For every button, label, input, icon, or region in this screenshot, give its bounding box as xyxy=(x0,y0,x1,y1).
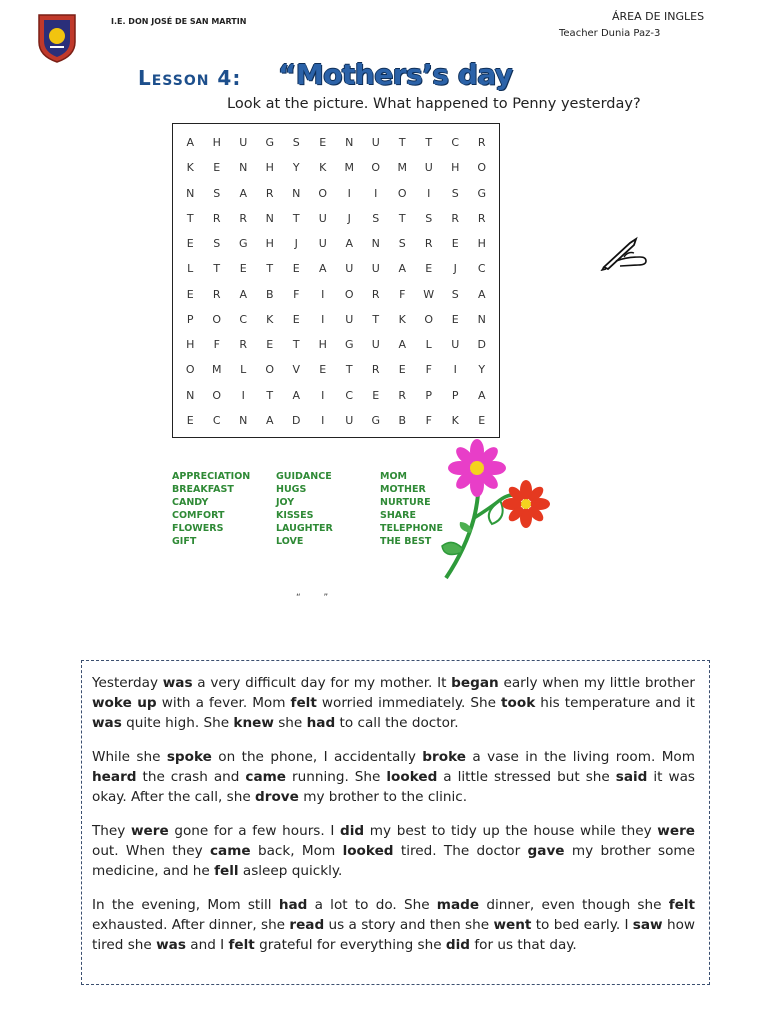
grid-cell: U xyxy=(345,413,354,427)
grid-cell: O xyxy=(344,287,354,301)
grid-cell: U xyxy=(371,338,380,352)
word-list-item: APPRECIATION xyxy=(172,471,251,482)
grid-cell: E xyxy=(425,262,433,276)
past-tense-verb: came xyxy=(245,769,287,785)
grid-cell: F xyxy=(213,338,220,352)
past-tense-verb: were xyxy=(657,823,695,839)
past-tense-verb: felt xyxy=(668,897,695,913)
grid-cell: U xyxy=(371,136,380,150)
grid-cell: G xyxy=(371,413,381,427)
grid-cell: O xyxy=(212,312,222,326)
school-crest-icon xyxy=(36,12,78,64)
word-list-item: BREAKFAST xyxy=(172,484,234,495)
grid-cell: T xyxy=(425,136,433,150)
past-tense-verb: gave xyxy=(527,843,565,859)
grid-cell: L xyxy=(240,363,247,377)
grid-cell: L xyxy=(425,338,432,352)
grid-cell: T xyxy=(372,312,380,326)
grid-cell: I xyxy=(321,413,325,427)
grid-cell: I xyxy=(427,186,431,200)
grid-cell: Y xyxy=(292,161,300,175)
story-text: to call the doctor. xyxy=(335,715,459,731)
grid-cell: I xyxy=(321,312,325,326)
grid-cell: R xyxy=(451,211,460,225)
past-tense-verb: felt xyxy=(290,695,317,711)
word-list-item: COMFORT xyxy=(172,510,225,521)
grid-cell: E xyxy=(451,237,459,251)
grid-cell: I xyxy=(321,287,325,301)
story-text: asleep quickly. xyxy=(238,863,343,879)
grid-cell: O xyxy=(212,388,222,402)
grid-cell: R xyxy=(371,363,380,377)
story-text: and I xyxy=(185,937,229,953)
grid-cell: E xyxy=(372,388,380,402)
grid-cell: O xyxy=(265,363,275,377)
grid-cell: D xyxy=(477,338,486,352)
grid-cell: R xyxy=(212,211,221,225)
grid-cell: A xyxy=(265,413,274,427)
grid-cell: F xyxy=(425,413,432,427)
grid-cell: R xyxy=(477,136,486,150)
past-tense-verb: had xyxy=(306,715,336,731)
word-list-column-2 xyxy=(276,470,333,548)
grid-cell: T xyxy=(266,388,274,402)
grid-cell: A xyxy=(477,287,486,301)
grid-cell: A xyxy=(318,262,327,276)
grid-cell: I xyxy=(321,388,325,402)
grid-cell: R xyxy=(424,237,433,251)
past-tense-verb: woke up xyxy=(92,695,157,711)
grid-cell: N xyxy=(371,237,380,251)
story-text: my brother some medicine, and he xyxy=(92,843,695,879)
grid-cell: G xyxy=(477,186,487,200)
story-text: Yesterday xyxy=(92,675,163,691)
grid-cell: K xyxy=(266,312,274,326)
story-text: my best to tidy up the house while they xyxy=(364,823,658,839)
grid-cell: A xyxy=(292,388,301,402)
grid-cell: E xyxy=(266,338,274,352)
grid-cell: E xyxy=(186,237,194,251)
past-tense-verb: went xyxy=(493,917,532,933)
grid-cell: O xyxy=(424,312,434,326)
grid-cell: T xyxy=(398,211,406,225)
word-list-item: HUGS xyxy=(276,484,307,495)
story-paragraph xyxy=(92,821,695,881)
grid-cell: N xyxy=(186,186,195,200)
past-tense-verb: did xyxy=(445,937,471,953)
word-list-item: THE BEST xyxy=(380,536,432,547)
grid-cell: H xyxy=(212,136,221,150)
grid-cell: T xyxy=(292,211,300,225)
lesson-label: Lesson 4: xyxy=(138,66,242,90)
story-text: us a story and then she xyxy=(324,917,494,933)
past-tense-verb: drove xyxy=(255,789,299,805)
grid-cell: U xyxy=(371,262,380,276)
grid-cell: N xyxy=(239,161,248,175)
grid-cell: D xyxy=(292,413,301,427)
grid-cell: R xyxy=(265,186,274,200)
story-text: quite high. She xyxy=(121,715,234,731)
grid-cell: J xyxy=(453,262,457,276)
past-tense-verb: was xyxy=(162,675,193,691)
word-list-item: SHARE xyxy=(380,510,416,521)
grid-cell: E xyxy=(319,136,327,150)
grid-cell: K xyxy=(186,161,194,175)
past-tense-verb: was xyxy=(156,937,186,953)
quote-marks: “ ” xyxy=(296,593,329,603)
word-list-column-1 xyxy=(172,470,250,548)
grid-cell: N xyxy=(265,211,274,225)
story-text: for us that day. xyxy=(470,937,577,953)
story-text: how tired she xyxy=(92,917,696,953)
grid-cell: W xyxy=(423,287,435,301)
story-text: dinner, even though she xyxy=(479,897,669,913)
grid-cell: A xyxy=(239,186,248,200)
grid-cell: U xyxy=(451,338,460,352)
grid-cell: U xyxy=(345,262,354,276)
grid-cell: E xyxy=(186,413,194,427)
grid-cell: T xyxy=(398,136,406,150)
past-tense-verb: took xyxy=(501,695,536,711)
grid-cell: O xyxy=(371,161,381,175)
story-text: While she xyxy=(92,749,167,765)
grid-cell: C xyxy=(239,312,248,326)
grid-cell: N xyxy=(292,186,301,200)
grid-cell: A xyxy=(398,262,407,276)
grid-cell: E xyxy=(319,363,327,377)
grid-cell: E xyxy=(451,312,459,326)
story-text: with a fever. Mom xyxy=(156,695,291,711)
grid-cell: T xyxy=(266,262,274,276)
grid-cell: I xyxy=(347,186,351,200)
grid-cell: A xyxy=(186,136,195,150)
story-text: a very difficult day for my mother. It xyxy=(192,675,452,691)
grid-cell: R xyxy=(477,211,486,225)
story-box xyxy=(81,660,710,985)
grid-cell: M xyxy=(397,161,407,175)
story-text: a lot to do. She xyxy=(307,897,437,913)
grid-cell: T xyxy=(186,211,194,225)
story-text: worried immediately. She xyxy=(316,695,502,711)
story-text: on the phone, I accidentally xyxy=(211,749,423,765)
past-tense-verb: felt xyxy=(228,937,255,953)
word-list-item: KISSES xyxy=(276,510,314,521)
story-paragraph xyxy=(92,895,695,955)
grid-cell: I xyxy=(241,388,245,402)
grid-cell: N xyxy=(477,312,486,326)
story-text: exhausted. After dinner, she xyxy=(92,917,290,933)
grid-cell: S xyxy=(398,237,406,251)
grid-cell: E xyxy=(478,413,486,427)
grid-cell: F xyxy=(293,287,300,301)
grid-cell: O xyxy=(397,186,407,200)
grid-cell: E xyxy=(398,363,406,377)
grid-cell: E xyxy=(292,312,300,326)
story-text: early when my little brother xyxy=(498,675,695,691)
story-text: his temperature and it xyxy=(535,695,695,711)
word-list-item: TELEPHONE xyxy=(380,523,443,534)
school-name: I.E. DON JOSÉ DE SAN MARTIN xyxy=(111,17,247,26)
grid-cell: P xyxy=(186,312,194,326)
grid-cell: K xyxy=(451,413,459,427)
past-tense-verb: began xyxy=(451,675,499,691)
grid-cell: R xyxy=(212,287,221,301)
past-tense-verb: came xyxy=(210,843,251,859)
story-text: she xyxy=(273,715,307,731)
story-paragraph xyxy=(92,673,695,733)
grid-cell: T xyxy=(213,262,221,276)
past-tense-verb: fell xyxy=(214,863,239,879)
grid-cell: A xyxy=(239,287,248,301)
grid-cell: Y xyxy=(478,363,486,377)
grid-cell: R xyxy=(239,211,248,225)
grid-cell: U xyxy=(318,211,327,225)
story-text: a vase in the living room. Mom xyxy=(465,749,695,765)
grid-cell: S xyxy=(425,211,433,225)
past-tense-verb: looked xyxy=(386,769,438,785)
grid-cell: C xyxy=(345,388,354,402)
word-list-item: GIFT xyxy=(172,536,197,547)
past-tense-verb: made xyxy=(436,897,480,913)
story-text: In the evening, Mom still xyxy=(92,897,279,913)
story-text: tired. The doctor xyxy=(393,843,528,859)
grid-cell: H xyxy=(451,161,460,175)
grid-cell: A xyxy=(398,338,407,352)
grid-cell: S xyxy=(213,237,221,251)
story-text: grateful for everything she xyxy=(254,937,446,953)
word-list-item: MOTHER xyxy=(380,484,426,495)
teacher-label: Teacher Dunia Paz-3 xyxy=(559,28,661,39)
grid-cell: U xyxy=(424,161,433,175)
grid-cell: L xyxy=(187,262,194,276)
word-list-item: MOM xyxy=(380,471,407,482)
grid-cell: R xyxy=(239,338,248,352)
grid-cell: K xyxy=(398,312,406,326)
grid-cell: T xyxy=(345,363,353,377)
past-tense-verb: looked xyxy=(342,843,394,859)
past-tense-verb: was xyxy=(92,715,122,731)
past-tense-verb: saw xyxy=(632,917,663,933)
grid-cell: N xyxy=(186,388,195,402)
grid-cell: O xyxy=(318,186,328,200)
word-list-item: LAUGHTER xyxy=(276,523,333,534)
story-text: gone for a few hours. I xyxy=(168,823,340,839)
word-search-grid xyxy=(172,123,500,438)
grid-cell: T xyxy=(292,338,300,352)
grid-cell: S xyxy=(451,287,459,301)
grid-cell: R xyxy=(371,287,380,301)
grid-cell: E xyxy=(186,287,194,301)
grid-cell: P xyxy=(451,388,459,402)
word-list-item: CANDY xyxy=(172,497,209,508)
grid-cell: K xyxy=(319,161,327,175)
grid-cell: C xyxy=(212,413,221,427)
past-tense-verb: broke xyxy=(422,749,466,765)
grid-cell: S xyxy=(372,211,380,225)
lesson-title: “Mothers’s day xyxy=(278,58,513,91)
story-text: out. When they xyxy=(92,843,210,859)
grid-cell: N xyxy=(239,413,248,427)
past-tense-verb: had xyxy=(278,897,308,913)
past-tense-verb: did xyxy=(340,823,365,839)
grid-cell: J xyxy=(347,211,351,225)
past-tense-verb: read xyxy=(289,917,325,933)
word-list-item: LOVE xyxy=(276,536,304,547)
grid-cell: B xyxy=(265,287,274,301)
grid-cell: I xyxy=(453,363,457,377)
grid-cell: H xyxy=(265,237,274,251)
story-text: to bed early. I xyxy=(531,917,633,933)
grid-cell: S xyxy=(292,136,300,150)
story-text: They xyxy=(92,823,131,839)
grid-cell: O xyxy=(477,161,487,175)
grid-cell: V xyxy=(292,363,301,377)
grid-cell: E xyxy=(292,262,300,276)
flowers-illustration xyxy=(430,438,560,588)
story-paragraph xyxy=(92,747,695,807)
grid-cell: U xyxy=(345,312,354,326)
grid-cell: N xyxy=(345,136,354,150)
grid-cell: R xyxy=(398,388,407,402)
past-tense-verb: were xyxy=(130,823,169,839)
grid-cell: B xyxy=(398,413,407,427)
grid-cell: H xyxy=(186,338,195,352)
grid-cell: J xyxy=(294,237,298,251)
grid-cell: A xyxy=(345,237,354,251)
past-tense-verb: heard xyxy=(92,769,137,785)
word-list-item: JOY xyxy=(276,497,295,508)
past-tense-verb: spoke xyxy=(166,749,212,765)
story-text: back, Mom xyxy=(250,843,343,859)
grid-cell: G xyxy=(265,136,275,150)
instruction: Look at the picture. What happened to Penny yesterday? xyxy=(227,96,641,112)
story-text: a little stressed but she xyxy=(437,769,616,785)
grid-cell: M xyxy=(212,363,222,377)
story-text: running. She xyxy=(286,769,387,785)
grid-cell: M xyxy=(344,161,354,175)
grid-cell: G xyxy=(238,237,248,251)
grid-cell: I xyxy=(374,186,378,200)
grid-cell: C xyxy=(451,136,460,150)
grid-cell: C xyxy=(477,262,486,276)
grid-cell: E xyxy=(213,161,221,175)
grid-cell: P xyxy=(425,388,433,402)
grid-cell: H xyxy=(477,237,486,251)
grid-cell: H xyxy=(265,161,274,175)
grid-cell: F xyxy=(399,287,406,301)
grid-cell: F xyxy=(425,363,432,377)
grid-cell: U xyxy=(239,136,248,150)
grid-cell: S xyxy=(213,186,221,200)
area-label: ÁREA DE INGLES xyxy=(612,10,705,23)
grid-cell: A xyxy=(477,388,486,402)
past-tense-verb: knew xyxy=(233,715,274,731)
word-list-item: GUIDANCE xyxy=(276,471,332,482)
past-tense-verb: said xyxy=(615,769,648,785)
grid-cell: E xyxy=(239,262,247,276)
grid-cell: S xyxy=(451,186,459,200)
story-text: it was okay. After the call, she xyxy=(92,769,696,805)
story-text: the crash and xyxy=(136,769,246,785)
grid-cell: O xyxy=(185,363,195,377)
grid-cell: G xyxy=(344,338,354,352)
grid-cell: H xyxy=(318,338,327,352)
story-text: my brother to the clinic. xyxy=(298,789,468,805)
writing-hand-icon xyxy=(600,235,650,271)
grid-cell: U xyxy=(318,237,327,251)
word-list-item: FLOWERS xyxy=(172,523,224,534)
word-list-item: NURTURE xyxy=(380,497,431,508)
